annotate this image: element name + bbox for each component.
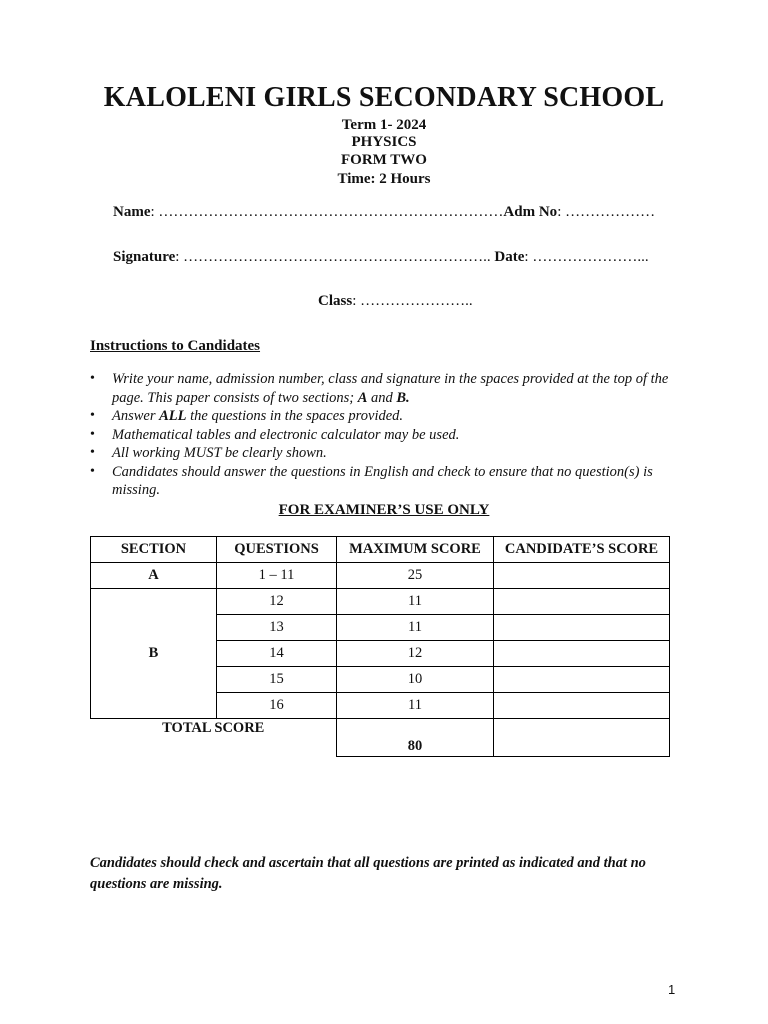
column-header: CANDIDATE’S SCORE bbox=[494, 537, 670, 563]
instructions-heading: Instructions to Candidates bbox=[90, 338, 261, 354]
signature-line: : …………………………………………………….. bbox=[175, 249, 495, 265]
candidate-score-cell[interactable] bbox=[494, 589, 670, 615]
candidate-score-cell[interactable] bbox=[494, 615, 670, 641]
max-score: 10 bbox=[337, 667, 494, 693]
question-number: 15 bbox=[217, 667, 337, 693]
form: FORM TWO bbox=[341, 152, 427, 168]
total-label: TOTAL SCORE bbox=[162, 720, 265, 736]
candidate-score-cell[interactable] bbox=[494, 563, 670, 589]
table-header-row bbox=[91, 537, 670, 563]
max-score: 12 bbox=[337, 641, 494, 667]
instructions-list bbox=[90, 370, 702, 500]
class-field[interactable] bbox=[318, 293, 473, 310]
adm-label: Adm No bbox=[503, 204, 558, 220]
total-row bbox=[91, 719, 670, 757]
signature-field[interactable] bbox=[113, 249, 649, 266]
instruction-item: • Write your name, admission number, class and signature in the spaces provided at the top of the page. This paper consists of two sections; A and B. bbox=[112, 370, 702, 407]
date-line: : …………………... bbox=[524, 249, 649, 265]
table-row bbox=[91, 589, 670, 615]
class-label: Class bbox=[318, 293, 353, 309]
question-number: 12 bbox=[217, 589, 337, 615]
footer-note: Candidates should check and ascertain that all questions are printed as indicated and that no questions are missing. bbox=[90, 855, 646, 892]
total-max: 80 bbox=[337, 719, 494, 757]
instruction-item: • Candidates should answer the questions in English and check to ensure that no question(s) is missing. bbox=[112, 463, 702, 500]
page-number: 1 bbox=[668, 982, 676, 997]
max-score: 11 bbox=[337, 615, 494, 641]
candidate-score-cell[interactable] bbox=[494, 667, 670, 693]
instruction-item: • All working MUST be clearly shown. bbox=[112, 444, 702, 463]
time: Time: 2 Hours bbox=[337, 171, 431, 187]
section-a-max: 25 bbox=[337, 563, 494, 589]
term: Term 1- 2024 bbox=[341, 117, 427, 133]
signature-label: Signature bbox=[113, 249, 176, 265]
name-label: Name bbox=[113, 204, 151, 220]
subject: PHYSICS bbox=[351, 134, 417, 150]
section-a-label: A bbox=[91, 563, 217, 589]
instruction-item: • Mathematical tables and electronic calculator may be used. bbox=[112, 426, 702, 445]
question-number: 14 bbox=[217, 641, 337, 667]
name-field[interactable] bbox=[113, 204, 655, 221]
column-header: QUESTIONS bbox=[217, 537, 337, 563]
table-row bbox=[91, 563, 670, 589]
max-score: 11 bbox=[337, 693, 494, 719]
examiner-heading: FOR EXAMINER’S USE ONLY bbox=[278, 502, 490, 518]
name-line: : …………………………………………………………… bbox=[150, 204, 504, 220]
section-a-questions: 1 – 11 bbox=[217, 563, 337, 589]
total-candidate-score-cell[interactable] bbox=[494, 719, 670, 757]
section-b-label: B bbox=[91, 589, 217, 719]
question-number: 13 bbox=[217, 615, 337, 641]
max-score: 11 bbox=[337, 589, 494, 615]
date-label: Date bbox=[494, 249, 525, 265]
school-title: KALOLENI GIRLS SECONDARY SCHOOL bbox=[103, 82, 665, 113]
candidate-score-cell[interactable] bbox=[494, 693, 670, 719]
adm-line: : ……………… bbox=[557, 204, 656, 220]
column-header: MAXIMUM SCORE bbox=[337, 537, 494, 563]
instruction-item: • Answer ALL the questions in the spaces provided. bbox=[112, 407, 702, 426]
class-line: : ………………….. bbox=[352, 293, 473, 309]
score-table bbox=[90, 536, 670, 757]
column-header: SECTION bbox=[91, 537, 217, 563]
question-number: 16 bbox=[217, 693, 337, 719]
candidate-score-cell[interactable] bbox=[494, 641, 670, 667]
